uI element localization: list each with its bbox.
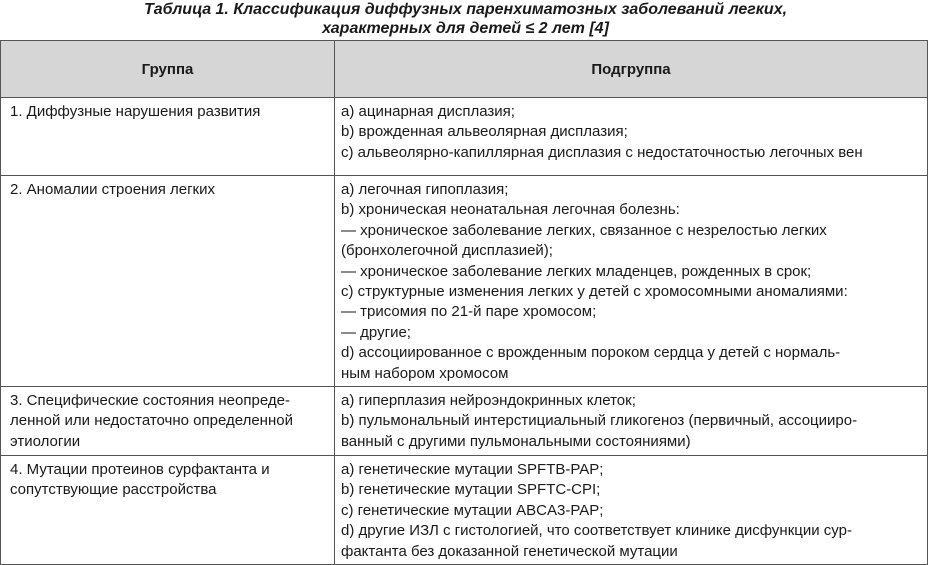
table-row: [1, 98, 928, 176]
caption-line-2: характерных для детей ≤ 2 лет [4]: [322, 20, 609, 37]
subgroup-text-line: ным набором хромосом: [341, 364, 509, 382]
subgroup-text-line: d) ассоциированное с врожденным пороком сердца у детей с нормаль-: [341, 344, 841, 362]
classification-table: [0, 40, 928, 565]
subgroup-text-line: c) генетические мутации ABCA3-PAP;: [341, 501, 604, 519]
table-header-row: [1, 41, 928, 98]
table-body: [1, 98, 928, 565]
subgroup-text-line: a) ацинарная дисплазия;: [341, 103, 515, 120]
subgroup-text-line: фактанта без доказанной генетической мутации: [341, 542, 678, 560]
subgroup-text-line: c) структурные изменения легких у детей с хромосомными аномалиями:: [341, 283, 848, 301]
caption-line-1: Таблица 1. Классификация диффузных паренхиматозных заболеваний легких,: [143, 1, 788, 18]
table-row: [1, 387, 928, 456]
group-text-line: ленной или недостаточно определенной: [10, 412, 293, 430]
subgroup-text-line: b) генетические мутации SPFTC-CPI;: [341, 481, 601, 499]
subgroup-text-line: — хроническое заболевание легких, связанное с незрелостью легких: [341, 221, 827, 239]
group-text-line: 4. Мутации протеинов сурфактанта и: [10, 461, 270, 479]
subgroup-cell: [335, 98, 928, 176]
subgroup-text-line: — трисомия по 21-й паре хромосом;: [341, 303, 597, 321]
header-group: Группа: [1, 41, 335, 98]
subgroup-cell: [335, 387, 928, 456]
table-row: [1, 176, 928, 387]
subgroup-cell: [335, 456, 928, 565]
subgroup-text-line: b) пульмональный интерстициальный гликогеноз (первичный, ассоцииро-: [341, 412, 858, 430]
subgroup-cell: [335, 176, 928, 387]
subgroup-text-line: — другие;: [341, 323, 411, 341]
group-text-line: 1. Диффузные нарушения развития: [10, 103, 261, 120]
subgroup-text-line: b) врожденная альвеолярная дисплазия;: [341, 123, 628, 141]
subgroup-text-line: — хроническое заболевание легких младенцев, рожденных в срок;: [341, 262, 812, 280]
group-cell: [1, 98, 335, 176]
subgroup-text-line: (бронхолегочной дисплазией);: [341, 242, 553, 260]
subgroup-text-line: a) легочная гипоплазия;: [341, 181, 509, 198]
subgroup-text-line: a) гиперплазия нейроэндокринных клеток;: [341, 392, 636, 410]
group-cell: [1, 456, 335, 565]
group-text-line: 2. Аномалии строения легких: [10, 181, 215, 198]
subgroup-text-line: c) альвеолярно-капиллярная дисплазия с недостаточностью легочных вен: [341, 143, 863, 161]
group-text-line: сопутствующие расстройства: [10, 481, 217, 499]
header-subgroup: Подгруппа: [335, 41, 928, 98]
table-row: [1, 456, 928, 565]
subgroup-text-line: d) другие ИЗЛ с гистологией, что соответствует клинике дисфункции сур-: [341, 522, 852, 540]
group-cell: [1, 387, 335, 456]
group-text-line: этиологии: [10, 432, 81, 450]
subgroup-text-line: ванный с другими пульмональными состояниями): [341, 432, 691, 450]
subgroup-text-line: a) генетические мутации SPFTB-PAP;: [341, 461, 604, 479]
table-caption: [0, 0, 931, 40]
group-cell: [1, 176, 335, 387]
group-text-line: 3. Специфические состояния неопреде-: [10, 392, 290, 410]
subgroup-text-line: b) хроническая неонатальная легочная болезнь:: [341, 201, 680, 219]
